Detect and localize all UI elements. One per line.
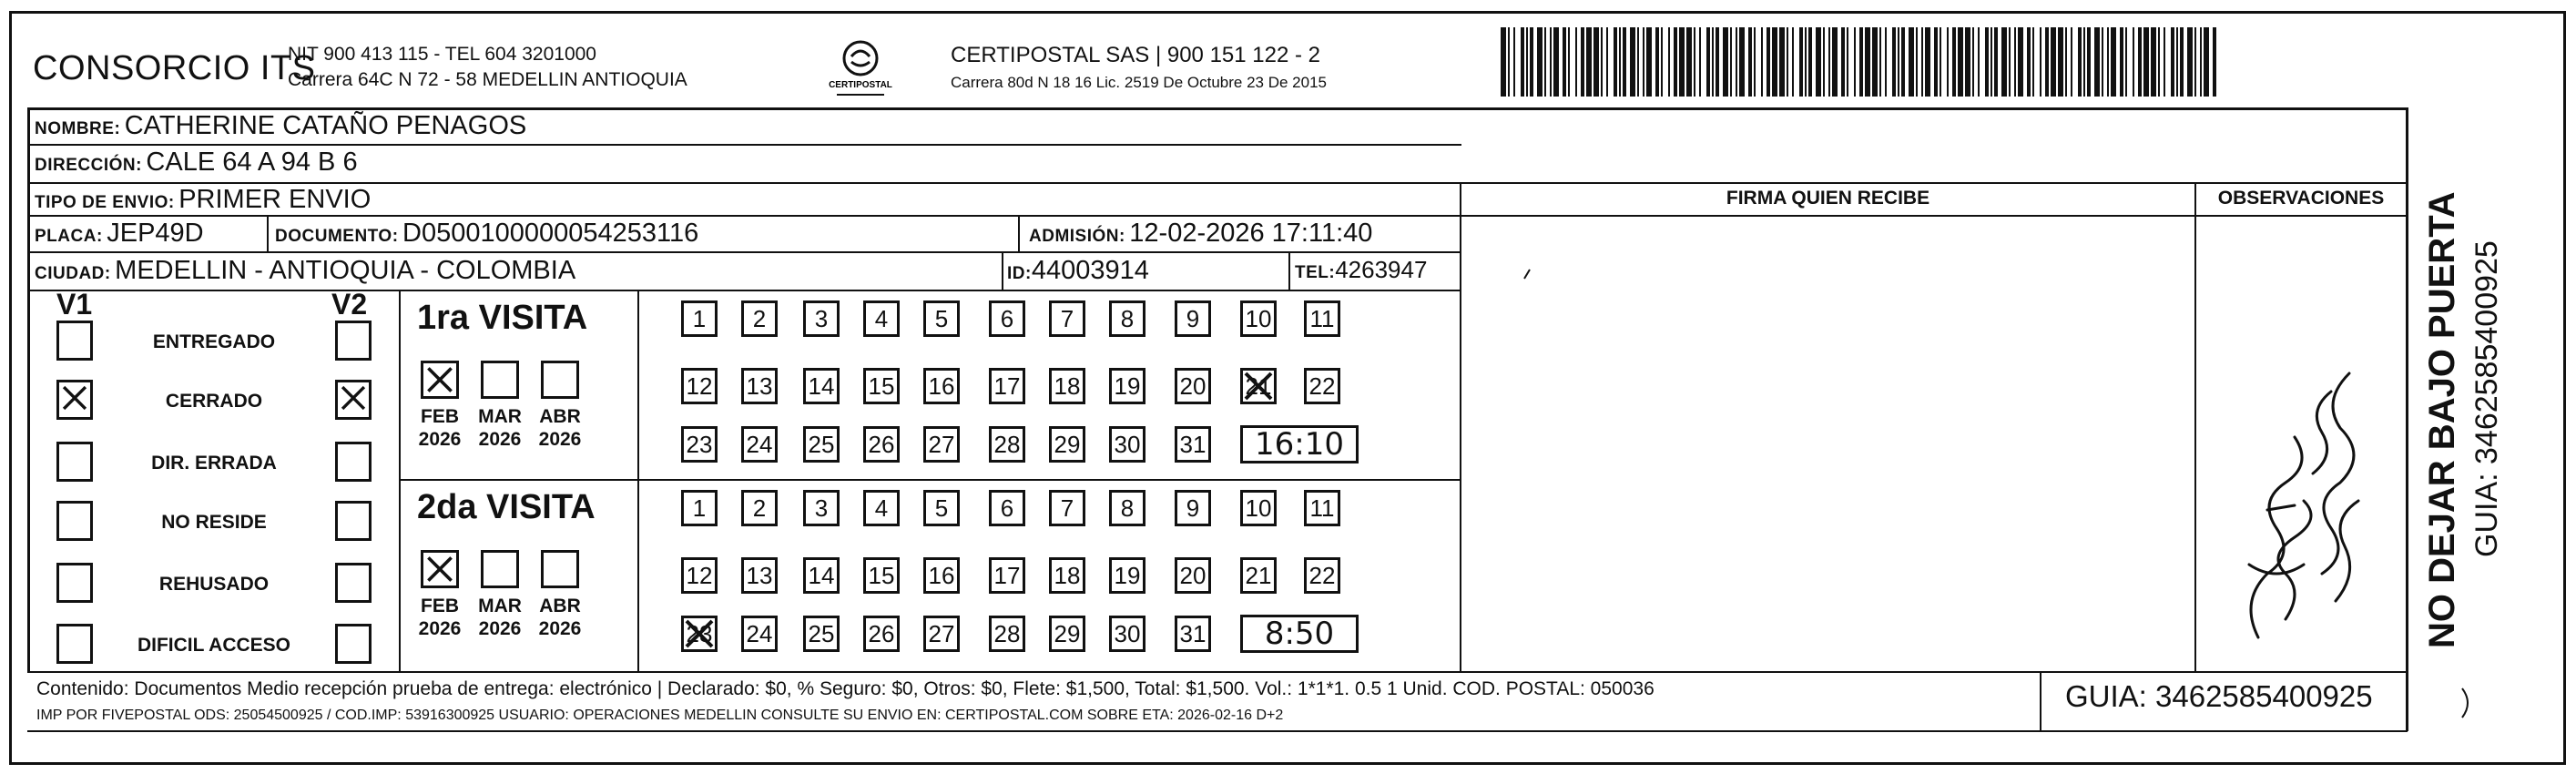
month-label [535,595,585,640]
month-year: 2026 [478,618,522,639]
month-name: ABR [539,406,581,427]
admision-cell [1029,219,1372,249]
day-box[interactable]: 8 [1109,490,1145,526]
footer-guia: GUIA: 3462585400925 [2065,679,2373,713]
tipo-label: TIPO DE ENVIO: [35,193,175,212]
direccion-row [35,148,358,178]
id-label: ID: [1007,264,1032,283]
handwritten-signature [2231,346,2377,656]
day-box[interactable]: 4 [863,490,900,526]
id-cell [1007,256,1149,286]
tel-cell [1295,256,1427,284]
side-pen-mark [2459,685,2477,721]
visit-title: 1ra VISITA [417,299,588,337]
day-box[interactable]: 13 [741,368,778,404]
day-box[interactable]: 12 [681,368,718,404]
day-mark [681,616,718,652]
day-box[interactable]: 7 [1049,300,1085,337]
status-option-label: REHUSADO [158,574,270,595]
observaciones-header: OBSERVACIONES [2217,188,2385,209]
month-label [414,405,465,451]
admision-label: ADMISIÓN: [1029,227,1125,246]
visit-divider [399,479,1461,481]
table-right-line [2406,107,2408,731]
row-line-footer [27,671,2408,673]
day-mark [1240,368,1277,404]
day-box[interactable]: 9 [1175,300,1211,337]
nombre-value: CATHERINE CATAÑO PENAGOS [124,111,527,140]
day-box[interactable]: 13 [741,557,778,594]
row-line-3 [27,215,2408,217]
month-year: 2026 [418,429,462,450]
day-box[interactable]: 4 [863,300,900,337]
placa-cell [35,219,204,249]
day-box[interactable]: 30 [1109,426,1145,463]
direccion-label: DIRECCIÓN: [35,156,142,175]
day-box[interactable]: 26 [863,616,900,652]
no-dejar-warning: NO DEJAR BAJO PUERTA [2422,191,2462,648]
v1-checkbox[interactable] [56,321,93,361]
day-box[interactable]: 20 [1175,368,1211,404]
day-box[interactable]: 8 [1109,300,1145,337]
table-left-line [27,107,30,672]
footer-content: Contenido: Documentos Medio recepción prueba de entrega: electrónico | Declarado: $0, % Seguro: $0, Otros: $0, Flete: $1,500, Total: $1,500. Vol.: 1*1*1. 0.5 1 Unid. COD. POSTAL: 050036 [36,678,1655,699]
month-name: MAR [478,596,522,616]
day-box[interactable]: 18 [1049,557,1085,594]
visit-time: 8:50 [1240,615,1359,653]
col-line-firma [1460,182,1461,671]
status-option-label: DIR. ERRADA [151,453,277,474]
month-checkbox[interactable] [421,361,459,399]
day-box[interactable]: 21 [1240,368,1277,404]
month-checkbox[interactable] [541,550,579,588]
side-guia: GUIA: 3462585400925 [2469,240,2504,557]
day-box[interactable]: 24 [741,426,778,463]
day-box[interactable]: 22 [1304,557,1340,594]
v1-checkbox[interactable] [56,624,93,664]
placa-value: JEP49D [107,219,204,248]
day-box[interactable]: 25 [803,616,840,652]
day-box[interactable]: 22 [1304,368,1340,404]
direccion-value: CALE 64 A 94 B 6 [146,148,358,177]
day-box[interactable]: 31 [1175,616,1211,652]
day-box[interactable]: 12 [681,557,718,594]
day-box[interactable]: 6 [989,490,1025,526]
day-box[interactable]: 16 [923,368,960,404]
day-box[interactable]: 23 [681,616,718,652]
v2-checkbox[interactable] [335,563,372,603]
row-line-4 [27,251,1461,253]
v1-checkbox[interactable] [56,380,93,420]
documento-label: DOCUMENTO: [275,227,399,246]
month-name: MAR [478,406,522,427]
day-box[interactable]: 3 [803,490,840,526]
day-box[interactable]: 5 [923,490,960,526]
col-line-tel [1288,251,1290,290]
ciudad-cell [35,256,575,286]
day-box[interactable]: 23 [681,426,718,463]
row-line-bottom [27,730,2408,732]
row-line-2 [27,182,2408,184]
day-box[interactable]: 15 [863,368,900,404]
status-option-label: NO RESIDE [161,512,267,533]
company-info [288,42,687,93]
month-checkbox[interactable] [541,361,579,399]
company-address: Carrera 64C N 72 - 58 MEDELLIN ANTIOQUIA [288,69,687,90]
month-checkbox[interactable] [481,550,519,588]
day-box[interactable]: 7 [1049,490,1085,526]
col-line-obs [2194,182,2196,671]
day-box[interactable]: 11 [1304,300,1340,337]
documento-value: D0500100000054253116 [402,219,699,248]
day-box[interactable]: 10 [1240,490,1277,526]
tel-label: TEL: [1295,263,1336,282]
company-name: CONSORCIO ITS [33,49,316,87]
col-line-guia-bottom [2040,671,2041,730]
table-top-line [27,107,2408,110]
day-box[interactable]: 27 [923,616,960,652]
day-box[interactable]: 28 [989,426,1025,463]
row-line-1 [27,144,1461,146]
day-box[interactable]: 14 [803,557,840,594]
month-year: 2026 [538,618,582,639]
visit-time: 16:10 [1240,425,1359,463]
status-option-label: DIFICIL ACCESO [137,635,290,656]
ciudad-label: CIUDAD: [35,264,111,283]
day-box[interactable]: 18 [1049,368,1085,404]
status-option-label: ENTREGADO [152,331,276,352]
col-line-admision [1018,215,1020,251]
month-name: ABR [539,596,581,616]
row-line-5 [27,290,1461,291]
documento-cell [275,219,698,249]
day-box[interactable]: 20 [1175,557,1211,594]
tipo-row [35,185,371,215]
v2-checkbox[interactable] [335,380,372,420]
signature-tick [1521,264,1539,282]
day-box[interactable]: 3 [803,300,840,337]
day-box[interactable]: 6 [989,300,1025,337]
company-nit: NIT 900 413 115 - TEL 604 3201000 [288,44,596,65]
day-box[interactable]: 16 [923,557,960,594]
ciudad-value: MEDELLIN - ANTIOQUIA - COLOMBIA [115,256,576,285]
nombre-row [35,111,526,141]
day-box[interactable]: 19 [1109,368,1145,404]
day-box[interactable]: 14 [803,368,840,404]
carrier-address: Carrera 80d N 18 16 Lic. 2519 De Octubre 23 De 2015 [951,74,1327,91]
day-box[interactable]: 27 [923,426,960,463]
day-box[interactable]: 28 [989,616,1025,652]
status-option-label: CERRADO [165,391,263,412]
day-box[interactable]: 1 [681,300,718,337]
barcode [1501,27,2222,97]
col-line-id [1002,251,1003,290]
day-box[interactable]: 30 [1109,616,1145,652]
day-box[interactable]: 29 [1049,426,1085,463]
month-year: 2026 [478,429,522,450]
col-line-documento [267,215,269,251]
day-box[interactable]: 25 [803,426,840,463]
month-year: 2026 [418,618,462,639]
day-box[interactable]: 5 [923,300,960,337]
day-box[interactable]: 11 [1304,490,1340,526]
visit-title: 2da VISITA [417,488,596,526]
day-box[interactable]: 9 [1175,490,1211,526]
day-box[interactable]: 24 [741,616,778,652]
day-box[interactable]: 10 [1240,300,1277,337]
v1-checkbox[interactable] [56,563,93,603]
v2-header: V2 [331,288,368,321]
v1-header: V1 [56,288,93,321]
admision-value: 12-02-2026 17:11:40 [1129,219,1373,248]
tipo-value: PRIMER ENVIO [178,185,372,214]
placa-label: PLACA: [35,227,103,246]
month-name: FEB [421,406,459,427]
footer-print-info: IMP POR FIVEPOSTAL ODS: 25054500925 / COD.IMP: 53916300925 USUARIO: OPERACIONES MEDELLIN CONSULTE SU ENVIO EN: CERTIPOSTAL.COM SOBRE ETA: 2026-02-16 D+2 [36,708,1284,723]
nombre-label: NOMBRE: [35,119,121,138]
carrier-name: CERTIPOSTAL SAS | 900 151 122 - 2 [951,43,1320,67]
logo-text: CERTIPOSTAL [829,80,892,90]
day-box[interactable]: 31 [1175,426,1211,463]
v1-checkbox[interactable] [56,442,93,482]
day-box[interactable]: 2 [741,300,778,337]
day-box[interactable]: 29 [1049,616,1085,652]
month-year: 2026 [538,429,582,450]
v2-checkbox[interactable] [335,624,372,664]
id-value: 44003914 [1031,256,1149,285]
month-checkbox[interactable] [481,361,519,399]
day-box[interactable]: 2 [741,490,778,526]
v2-checkbox[interactable] [335,321,372,361]
day-box[interactable]: 17 [989,368,1025,404]
tel-value: 4263947 [1335,256,1428,283]
month-label [474,405,525,451]
day-box[interactable]: 15 [863,557,900,594]
certipostal-logo [824,36,897,102]
day-box[interactable]: 26 [863,426,900,463]
month-name: FEB [421,596,459,616]
month-label [535,405,585,451]
carrier-info [951,42,1327,97]
day-box[interactable]: 1 [681,490,718,526]
month-checkbox[interactable] [421,550,459,588]
day-box[interactable]: 17 [989,557,1025,594]
v2-checkbox[interactable] [335,442,372,482]
v2-checkbox[interactable] [335,501,372,541]
day-box[interactable]: 19 [1109,557,1145,594]
month-label [414,595,465,640]
firma-header: FIRMA QUIEN RECIBE [1726,188,1930,209]
v1-checkbox[interactable] [56,501,93,541]
month-label [474,595,525,640]
day-box[interactable]: 21 [1240,557,1277,594]
